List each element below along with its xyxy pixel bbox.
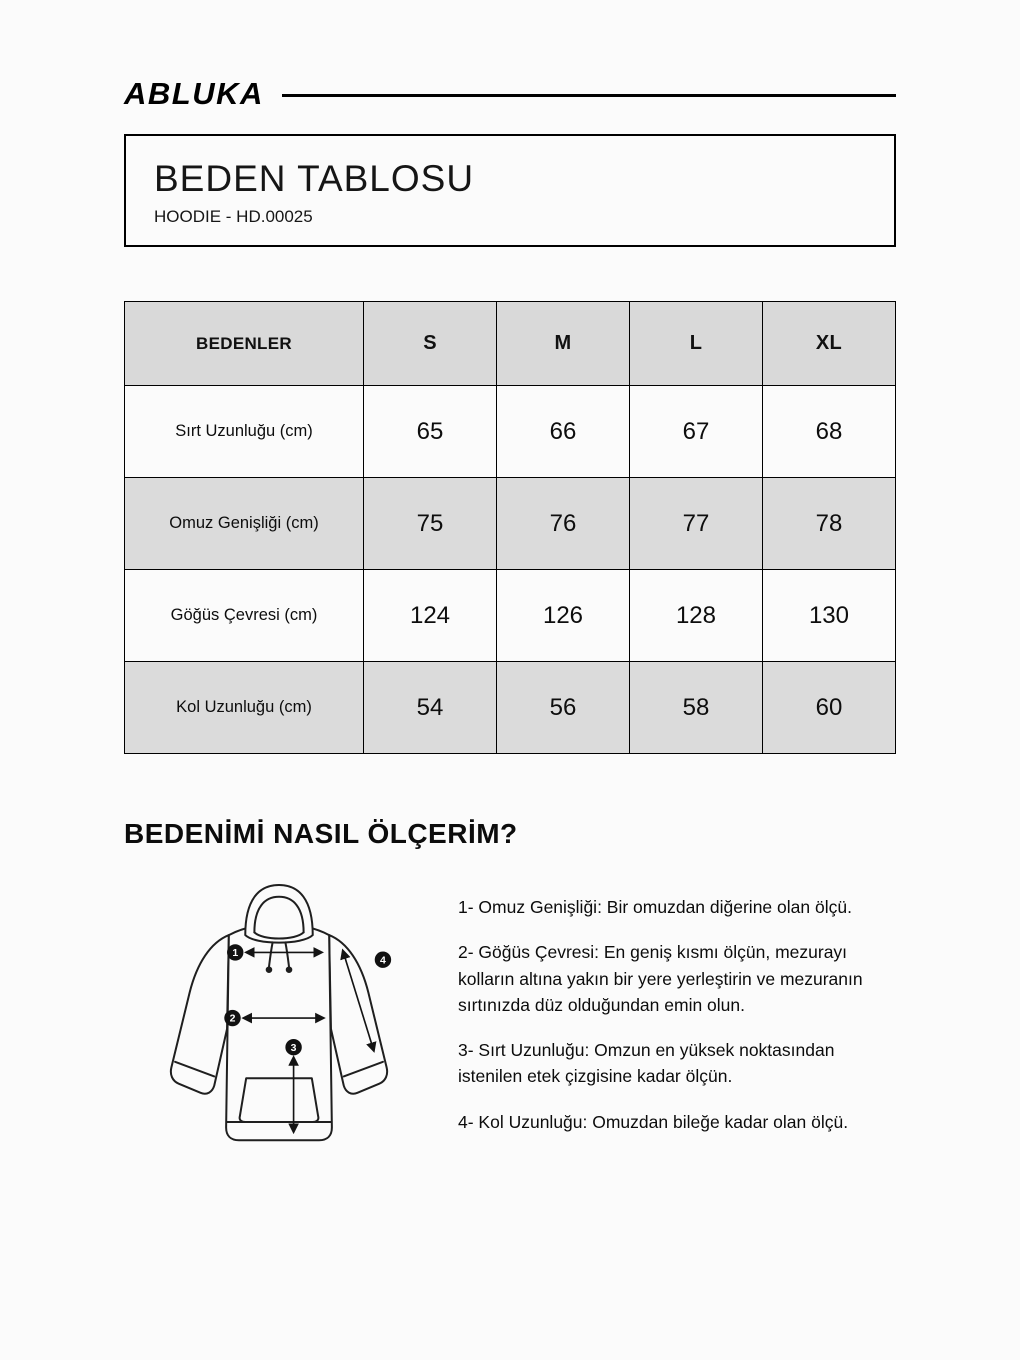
size-value-cell: 130: [762, 570, 895, 662]
measure-section-body: [124, 874, 896, 1180]
instruction-sirt-uzunlugu: 3- Sırt Uzunluğu: Omzun en yüksek noktasından istenilen etek çizgisine kadar ölçün.: [458, 1040, 835, 1087]
brand-logo: ABLUKA: [124, 76, 264, 111]
size-value-cell: 67: [629, 386, 762, 478]
hoodie-diagram: [124, 874, 434, 1180]
size-value-cell: 54: [364, 662, 497, 754]
size-value-cell: 75: [364, 478, 497, 570]
marker-1-label: 1: [232, 948, 239, 960]
size-value-cell: 128: [629, 570, 762, 662]
table-row-kol-uzunlugu: [125, 662, 896, 754]
size-value-cell: 78: [762, 478, 895, 570]
instruction-kol-uzunlugu: 4- Kol Uzunluğu: Omuzdan bileğe kadar olan ölçü.: [458, 1111, 849, 1132]
measure-section-heading: BEDENİMİ NASIL ÖLÇERİM?: [124, 818, 518, 849]
page-title: BEDEN TABLOSU: [154, 158, 475, 199]
size-value-cell: 68: [762, 386, 895, 478]
instruction-gogus-cevresi: 2- Göğüs Çevresi: En geniş kısmı ölçün, mezurayı kolların altına yakın bir yere yerleştirin ve mezuranın sırtınızda düz olduğundan emin olun.: [458, 942, 863, 1015]
table-row-omuz-genisligi: [125, 478, 896, 570]
table-header-row: [125, 302, 896, 386]
measure-instructions: [458, 874, 896, 1180]
instruction-omuz-genisligi: 1- Omuz Genişliği: Bir omuzdan diğerine olan ölçü.: [458, 897, 852, 917]
hoodie-illustration: [124, 874, 434, 1175]
row-label-cell: Göğüs Çevresi (cm): [125, 570, 364, 662]
brand-header: [124, 76, 896, 112]
column-header-bedenler: BEDENLER: [125, 302, 364, 386]
size-value-cell: 58: [629, 662, 762, 754]
marker-3-label: 3: [290, 1042, 297, 1054]
marker-4-label: 4: [380, 955, 386, 967]
size-value-cell: 66: [497, 386, 630, 478]
size-value-cell: 60: [762, 662, 895, 754]
header-divider-line: [282, 94, 896, 97]
size-value-cell: 65: [364, 386, 497, 478]
row-label-cell: Kol Uzunluğu (cm): [125, 662, 364, 754]
column-header-l: L: [629, 302, 762, 386]
size-value-cell: 124: [364, 570, 497, 662]
size-value-cell: 56: [497, 662, 630, 754]
column-header-m: M: [497, 302, 630, 386]
title-box: [124, 134, 896, 247]
table-row-gogus-cevresi: [125, 570, 896, 662]
size-table: [124, 301, 896, 754]
marker-2-label: 2: [229, 1013, 236, 1025]
size-value-cell: 126: [497, 570, 630, 662]
table-row-sirt-uzunlugu: [125, 386, 896, 478]
hoodie-outline: [171, 885, 387, 1140]
row-label-cell: Sırt Uzunluğu (cm): [125, 386, 364, 478]
product-code: HOODIE - HD.00025: [154, 207, 313, 226]
size-value-cell: 77: [629, 478, 762, 570]
column-header-s: S: [364, 302, 497, 386]
column-header-xl: XL: [762, 302, 895, 386]
size-value-cell: 76: [497, 478, 630, 570]
row-label-cell: Omuz Genişliği (cm): [125, 478, 364, 570]
